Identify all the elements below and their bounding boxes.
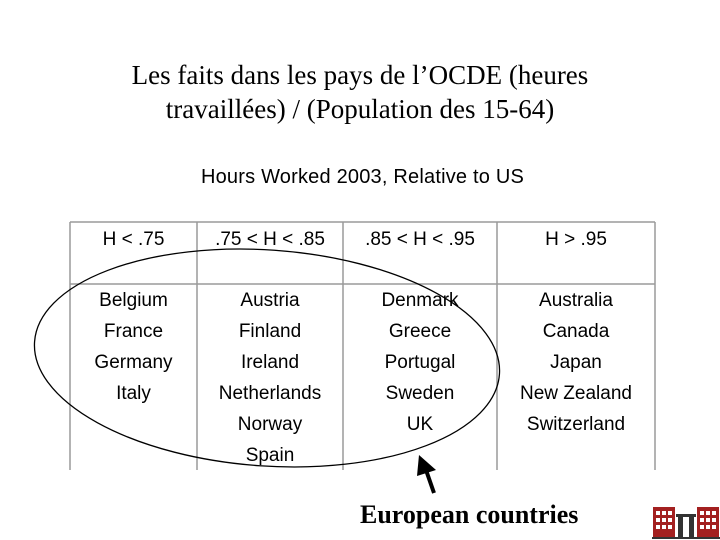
country-cell: Sweden xyxy=(385,383,455,404)
column-header: H < .75 xyxy=(102,229,165,250)
slide-title-line-2: travaillées) / (Population des 15-64) xyxy=(165,94,555,124)
country-cell: Spain xyxy=(245,445,295,466)
country-cell: Greece xyxy=(388,321,452,342)
country-cell: Norway xyxy=(237,414,303,435)
country-cell: Japan xyxy=(550,352,602,373)
european-countries-label: European countries xyxy=(360,500,579,529)
country-cell: Ireland xyxy=(240,352,300,373)
country-cell: Switzerland xyxy=(526,414,626,435)
table-caption: Hours Worked 2003, Relative to US xyxy=(200,166,525,188)
country-cell: Belgium xyxy=(99,290,168,311)
country-cell: Austria xyxy=(240,290,300,311)
callout-arrow-shaft xyxy=(426,470,434,493)
country-cell: Germany xyxy=(94,352,173,373)
country-cell: New Zealand xyxy=(520,383,632,404)
slide-title-line-1: Les faits dans les pays de l’OCDE (heures xyxy=(131,60,589,90)
building-logo-icon xyxy=(652,504,720,540)
country-cell: Denmark xyxy=(381,290,459,311)
country-cell: Italy xyxy=(116,383,151,404)
country-cell: Finland xyxy=(238,321,302,342)
column-header: H > .95 xyxy=(545,229,607,250)
country-cell: Canada xyxy=(542,321,610,342)
country-cell: Netherlands xyxy=(218,383,322,404)
column-header: .85 < H < .95 xyxy=(365,229,475,250)
callout-arrow-head xyxy=(417,455,436,476)
country-cell: UK xyxy=(406,414,434,435)
country-cell: France xyxy=(103,321,164,342)
column-header: .75 < H < .85 xyxy=(215,229,325,250)
country-cell: Portugal xyxy=(384,352,456,373)
country-cell: Australia xyxy=(539,290,613,311)
europe-ellipse xyxy=(27,234,507,482)
